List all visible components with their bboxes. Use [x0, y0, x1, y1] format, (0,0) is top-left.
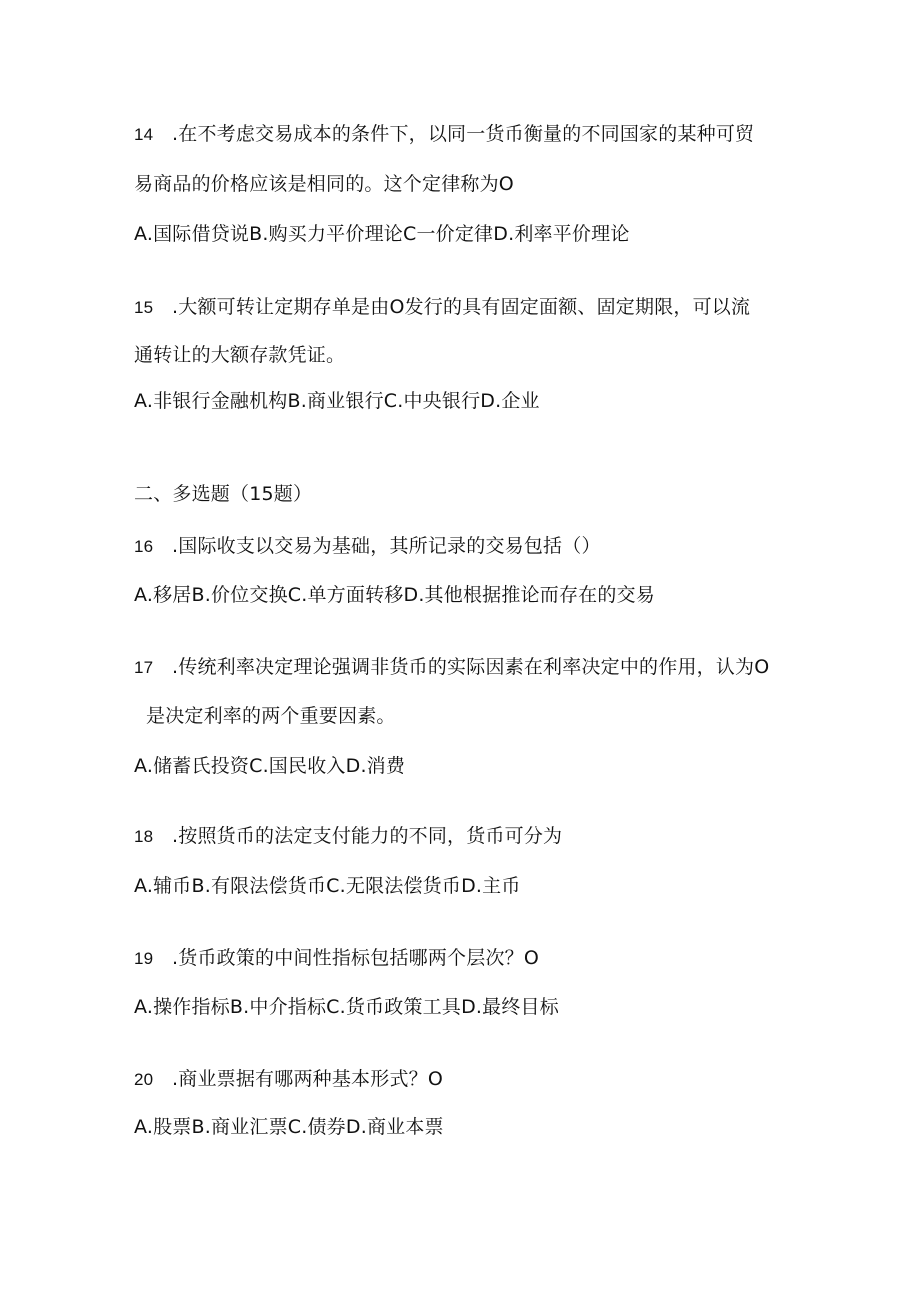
question-text: .按照货币的法定支付能力的不同，货币可分为 [172, 825, 563, 847]
question-text: .在不考虑交易成本的条件下，以同一货币衡量的不同国家的某种可贸 [172, 123, 755, 145]
question-17-continued: 是决定利率的两个重要因素。 [146, 705, 396, 727]
question-14-continued: 易商品的价格应该是相同的。这个定律称为O [134, 173, 514, 195]
question-17-options: A.储蓄氏投资C.国民收入D.消费 [134, 755, 406, 777]
question-text: .国际收支以交易为基础，其所记录的交易包括（） [172, 535, 601, 557]
question-14 [134, 121, 754, 148]
question-number: 19 [134, 949, 154, 968]
question-number: 18 [134, 827, 154, 846]
question-18-options: A.辅币B.有限法偿货币C.无限法偿货币D.主币 [134, 875, 521, 897]
question-17 [134, 654, 769, 681]
question-15-options: A.非银行金融机构B.商业银行C.中央银行D.企业 [134, 390, 540, 412]
question-number: 14 [134, 125, 154, 144]
question-text: .货币政策的中间性指标包括哪两个层次？O [172, 947, 539, 969]
question-19 [134, 945, 539, 972]
question-15-continued: 通转让的大额存款凭证。 [134, 344, 346, 366]
question-20-options: A.股票B.商业汇票C.债券D.商业本票 [134, 1116, 444, 1138]
question-number: 17 [134, 658, 154, 677]
question-number: 16 [134, 537, 154, 556]
question-16-options: A.移居B.价位交换C.单方面转移D.其他根据推论而存在的交易 [134, 584, 655, 606]
question-18 [134, 823, 562, 850]
question-15 [134, 294, 750, 321]
question-text: .传统利率决定理论强调非货币的实际因素在利率决定中的作用，认为O [172, 656, 770, 678]
question-14-options: A.国际借贷说B.购买力平价理论C一价定律D.利率平价理论 [134, 223, 630, 245]
question-number: 20 [134, 1070, 154, 1089]
section-heading: 二、多选题（15题） [134, 483, 313, 505]
question-number: 15 [134, 298, 154, 317]
question-16 [134, 533, 601, 560]
question-19-options: A.操作指标B.中介指标C.货币政策工具D.最终目标 [134, 996, 559, 1018]
question-20 [134, 1066, 443, 1093]
question-text: .商业票据有哪两种基本形式？O [172, 1068, 443, 1090]
question-text: .大额可转让定期存单是由O发行的具有固定面额、固定期限，可以流 [172, 296, 751, 318]
